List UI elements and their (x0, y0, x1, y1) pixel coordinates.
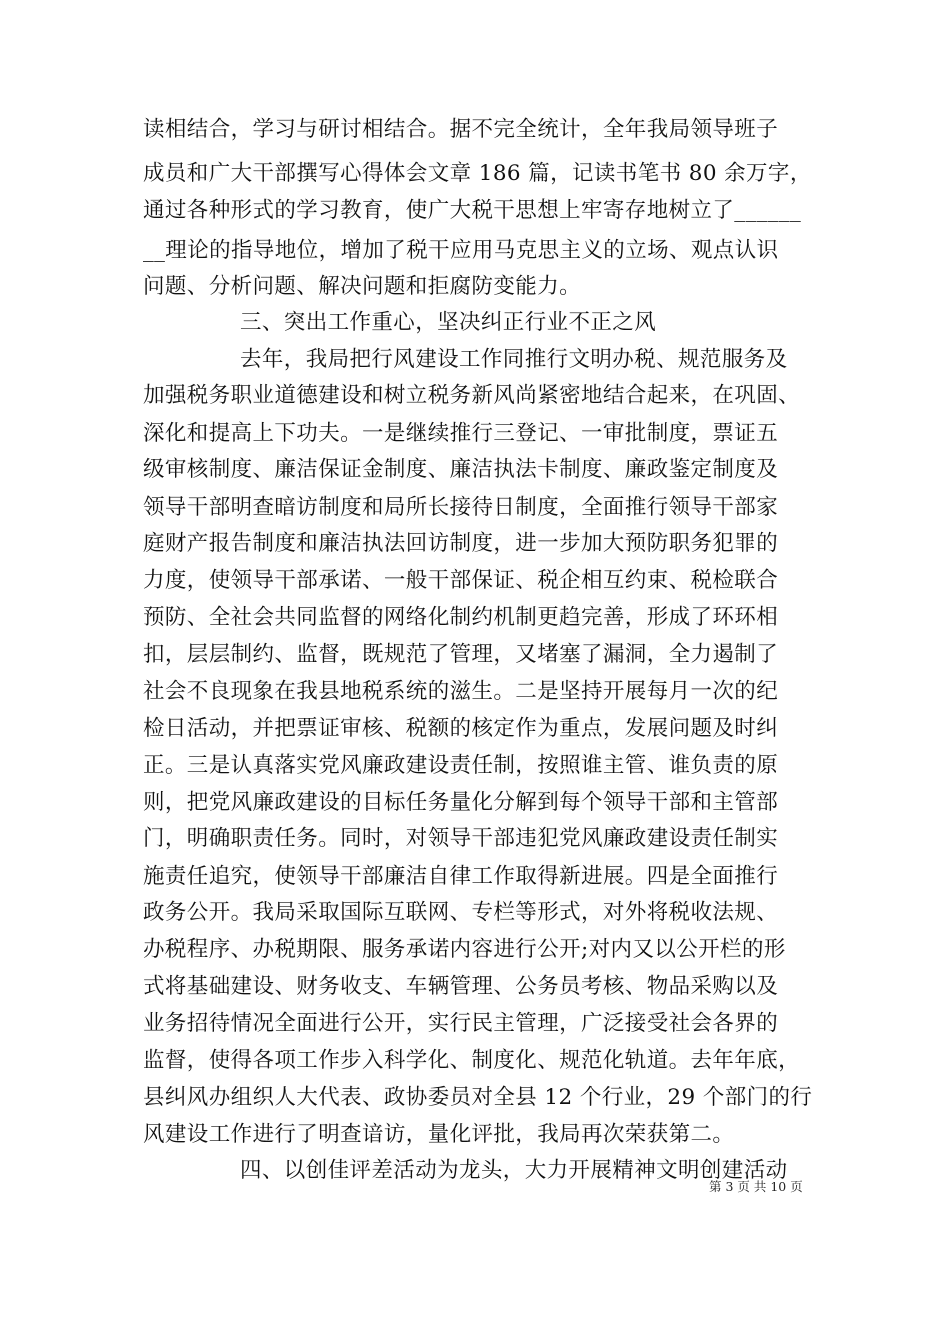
paragraph-line: 深化和提高上下功夫。一是继续推行三登记、一审批制度，票证五 (143, 421, 779, 446)
paragraph-line: 门，明确职责任务。同时，对领导干部违犯党风廉政建设责任制实 (143, 826, 779, 851)
paragraph-line: 检日活动，并把票证审核、税额的核定作为重点，发展问题及时纠 (143, 716, 779, 741)
paragraph-line: 问题、分析问题、解决问题和拒腐防变能力。 (143, 274, 582, 299)
paragraph-line: 监督，使得各项工作步入科学化、制度化、规范化轨道。去年年底， (143, 1048, 801, 1073)
paragraph-line: 施责任追究，使领导干部廉洁自律工作取得新进展。四是全面推行 (143, 864, 779, 889)
paragraph-line: 领导干部明查暗访制度和局所长接待日制度，全面推行领导干部家 (143, 495, 779, 520)
paragraph-line: 成员和广大干部撰写心得体会文章 186 篇，记读书笔书 80 余万字， (143, 161, 812, 186)
paragraph-line: 级审核制度、廉洁保证金制度、廉洁执法卡制度、廉政鉴定制度及 (143, 457, 779, 482)
paragraph-line: 去年，我局把行风建设工作同推行文明办税、规范服务及 (240, 347, 788, 372)
paragraph-line: 风建设工作进行了明查谙访，量化评批，我局再次荣获第二。 (143, 1122, 735, 1147)
paragraph-line: 式将基础建设、财务收支、车辆管理、公务员考核、物品采购以及 (143, 974, 779, 999)
section-heading: 三、突出工作重心，坚决纠正行业不正之风 (240, 310, 657, 335)
paragraph-line: 办税程序、办税期限、服务承诺内容进行公开;对内又以公开栏的形 (143, 937, 786, 962)
paragraph-line: 正。三是认真落实党风廉政建设责任制，按照谁主管、谁负责的原 (143, 753, 779, 778)
paragraph-line: __理论的指导地位，增加了税干应用马克思主义的立场、观点认识 (143, 238, 779, 263)
paragraph-line: 业务招待情况全面进行公开，实行民主管理，广泛接受社会各界的 (143, 1011, 779, 1036)
paragraph-line: 政务公开。我局采取国际互联网、专栏等形式，对外将税收法规、 (143, 900, 779, 925)
paragraph-line: 加强税务职业道德建设和树立税务新风尚紧密地结合起来，在巩固、 (143, 383, 801, 408)
paragraph-line: 庭财产报告制度和廉洁执法回访制度，进一步加大预防职务犯罪的 (143, 531, 779, 556)
paragraph-line: 则，把党风廉政建设的目标任务量化分解到每个领导干部和主管部 (143, 790, 779, 815)
paragraph-line: 力度，使领导干部承诺、一般干部保证、税企相互约束、税检联合 (143, 568, 779, 593)
paragraph-line: 社会不良现象在我县地税系统的滋生。二是坚持开展每月一次的纪 (143, 679, 779, 704)
paragraph-line: 预防、全社会共同监督的网络化制约机制更趋完善，形成了环环相 (143, 605, 779, 630)
section-heading: 四、以创佳评差活动为龙头，大力开展精神文明创建活动 (240, 1158, 788, 1183)
paragraph-line: 通过各种形式的学习教育，使广大税干思想上牢寄存地树立了______ (143, 198, 802, 223)
paragraph-line: 读相结合，学习与研讨相结合。据不完全统计，全年我局领导班子 (143, 117, 779, 142)
page-number-footer: 第 3 页 共 10 页 (709, 1179, 803, 1194)
paragraph-line: 县纠风办组织人大代表、政协委员对全县 12 个行业，29 个部门的行 (143, 1085, 813, 1110)
paragraph-line: 扣，层层制约、监督，既规范了管理，又堵塞了漏洞，全力遏制了 (143, 642, 779, 667)
